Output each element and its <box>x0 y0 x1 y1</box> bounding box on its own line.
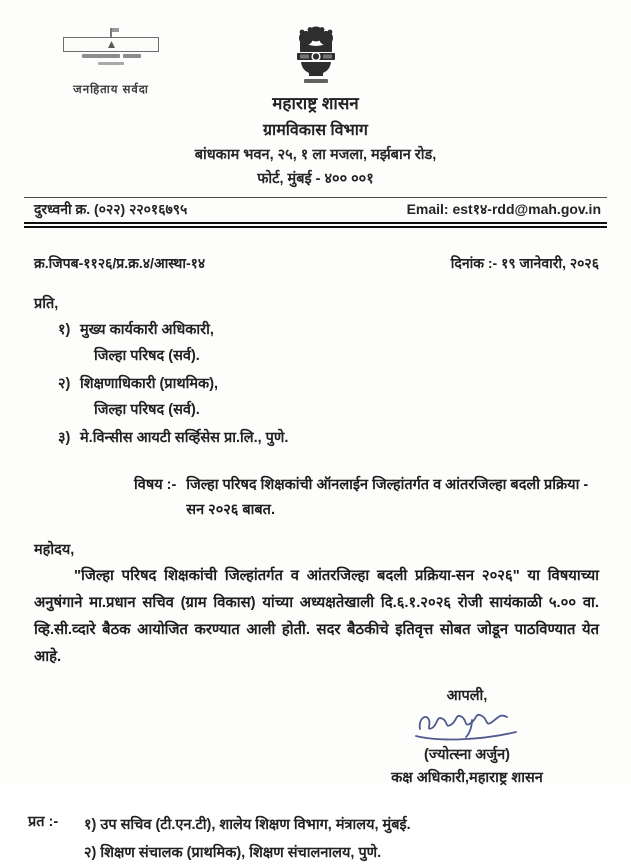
seal-illegible-text-2 <box>46 62 176 66</box>
copy-item: १) उप सचिव (टी.एन.टी), शालेय शिक्षण विभाग, मंत्रालय, मुंबई. <box>84 817 411 833</box>
national-emblem-icon <box>290 26 342 86</box>
reference-row <box>34 254 599 273</box>
recipients-label: प्रति, <box>34 296 59 312</box>
phone-number: दुरध्वनी क्र. (०२२) २२०१६७९५ <box>34 201 188 217</box>
recipient-line: जिल्हा परिषद (सर्व). <box>94 402 200 418</box>
subject-section <box>134 473 591 523</box>
recipient-line: शिक्षणाधिकारी (प्राथमिक), <box>80 376 219 392</box>
recipient-number: ३) <box>58 430 71 446</box>
signatory-designation: कक्ष अधिकारी,महाराष्ट्र शासन <box>391 770 543 786</box>
recipient-number: १) <box>58 322 71 338</box>
signature-block <box>361 685 573 787</box>
subject-label: विषय :- <box>134 477 177 493</box>
department-name: ग्रामविकास विभाग <box>263 122 368 139</box>
copies-section <box>28 811 611 867</box>
closing-text: आपली, <box>446 688 488 704</box>
email-address: Email: est१४-rdd@mah.gov.in <box>406 201 601 217</box>
subject-text: जिल्हा परिषद शिक्षकांची ऑनलाईन जिल्हांतर्गत व आंतरजिल्हा बदली प्रक्रिया - सन २०२६ बाबत. <box>186 477 589 518</box>
letter-date: दिनांक :- १९ जानेवारी, २०२६ <box>450 255 599 271</box>
seal-illegible-text <box>46 54 176 60</box>
reference-number: क्र.जिपब-११२६/प्र.क्र.४/आस्था-१४ <box>34 255 206 271</box>
address-line-2: फोर्ट, मुंबई - ४०० ००१ <box>257 171 374 187</box>
recipient-line: मुख्य कार्यकारी अधिकारी, <box>80 322 214 338</box>
recipient-item <box>58 371 631 423</box>
government-name: महाराष्ट्र शासन <box>272 94 359 113</box>
handwritten-signature <box>412 707 522 743</box>
seal-caption: जनहिताय सर्वदा <box>73 84 149 96</box>
copy-item: २) शिक्षण संचालक (प्राथमिक), शिक्षण संचालनालय, पुणे. <box>84 845 382 861</box>
recipient-item <box>58 425 631 451</box>
signatory-name: (ज्योत्स्ना अर्जुन) <box>423 747 510 763</box>
seal-flag-icon <box>110 28 112 37</box>
recipient-item <box>58 317 631 369</box>
seal-emblem-icon <box>63 37 159 52</box>
body-paragraph: "जिल्हा परिषद शिक्षकांची जिल्हांतर्गत व आंतरजिल्हा बदली प्रक्रिया-सन २०२६" या विषयाच्या अनुषंगाने मा.प्रधान सचिव (ग्राम विकास) यांच्या अध्यक्षतेखाली दि.६.१.२०२६ रोजी सायंकाळी ५.०० वा. व्हि.सी.व्दारे बैठक आयोजित करण्यात आली होती. सदर बैठकीचे इतिवृत्त सोबत जोडून पाठविण्यात येत आहे. <box>34 568 599 665</box>
recipients-section <box>34 293 631 451</box>
salutation: महोदय, <box>34 542 75 558</box>
recipient-line: मे.विन्सीस आयटी सर्व्हिसेस प्रा.लि., पुणे. <box>80 430 289 446</box>
address-line-1: बांधकाम भवन, २५, १ ला मजला, मर्झबान रोड, <box>194 147 437 163</box>
department-seal <box>46 28 176 97</box>
recipient-line: जिल्हा परिषद (सर्व). <box>94 348 200 364</box>
copies-label: प्रत :- <box>28 814 59 830</box>
recipient-number: २) <box>58 376 71 392</box>
divider-thin <box>24 197 607 198</box>
contact-row <box>34 200 601 219</box>
divider-thick <box>24 222 607 228</box>
